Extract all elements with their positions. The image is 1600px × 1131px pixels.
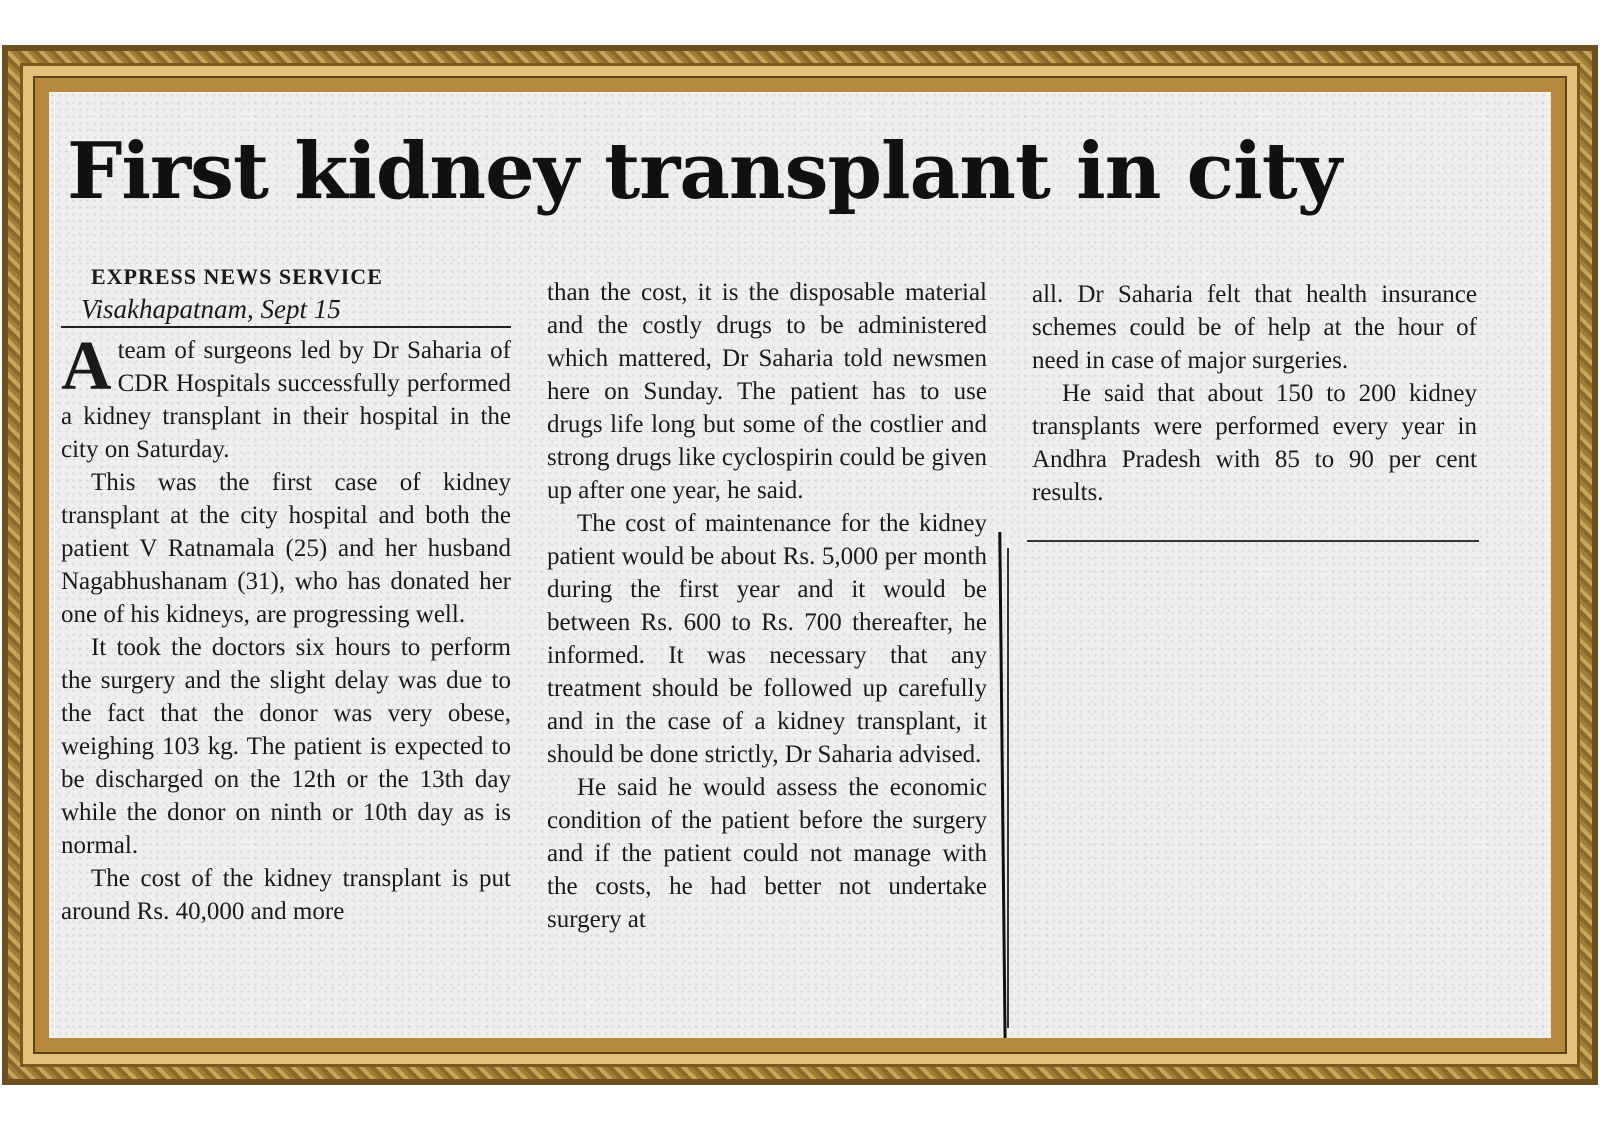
article-column-1	[61, 262, 511, 928]
frame-inner-border	[33, 76, 1567, 1054]
drop-cap: A	[61, 328, 112, 405]
frame-gold-border	[20, 63, 1580, 1067]
headline: First kidney transplant in city	[67, 126, 1342, 217]
column-end-rule	[1027, 540, 1479, 542]
paragraph: He said that about 150 to 200 kidney transplants were performed every year in Andhra Pradesh with 85 to 90 per cent results.	[1032, 380, 1477, 506]
paragraph: He said he would assess the economic condition of the patient before the surgery and if the patient could not manage with the costs, he had better not undertake surgery at	[547, 774, 987, 933]
byline-dateline: Visakhapatnam, Sept 15	[81, 294, 341, 324]
paragraph: The cost of the kidney transplant is put around Rs. 40,000 and more	[61, 865, 511, 925]
paragraph: Ateam of surgeons led by Dr Saharia of CDR Hospitals successfully performed a kidney transplant in their hospital in the city on Saturday.	[61, 328, 511, 463]
paragraph: It took the doctors six hours to perform the surgery and the slight delay was due to the fact that the donor was very obese, weighing 103 kg. The patient is expected to be discharged on the 12th or the 13th day while the donor on ninth or 10th day as is normal.	[61, 634, 511, 859]
article-column-2	[547, 276, 987, 936]
byline-agency: EXPRESS NEWS SERVICE	[91, 264, 383, 289]
article-column-3	[1032, 278, 1477, 509]
column-divider-rule	[998, 532, 1006, 1038]
ornate-picture-frame	[2, 45, 1598, 1085]
column-divider-rule	[1007, 548, 1009, 1028]
paragraph: all. Dr Saharia felt that health insurance schemes could be of help at the hour of need in case of major surgeries.	[1032, 281, 1477, 374]
newspaper-clipping	[49, 92, 1551, 1038]
paragraph: than the cost, it is the disposable material and the costly drugs to be administered which mattered, Dr Saharia told newsmen here on Sunday. The patient has to use drugs life long but some of the costlier and strong drugs like cyclospirin could be given up after one year, he said.	[547, 279, 987, 504]
byline-rule	[61, 326, 511, 328]
paragraph: This was the first case of kidney transplant at the city hospital and both the patient V Ratnamala (25) and her husband Nagabhushanam (31), who has donated her one of his kidneys, are progressing well.	[61, 469, 511, 628]
paragraph: The cost of maintenance for the kidney patient would be about Rs. 5,000 per month during the first year and it would be between Rs. 600 to Rs. 700 thereafter, he informed. It was necessary that any treatment should be followed up carefully and in the case of a kidney transplant, it should be done strictly, Dr Saharia advised.	[547, 510, 987, 768]
